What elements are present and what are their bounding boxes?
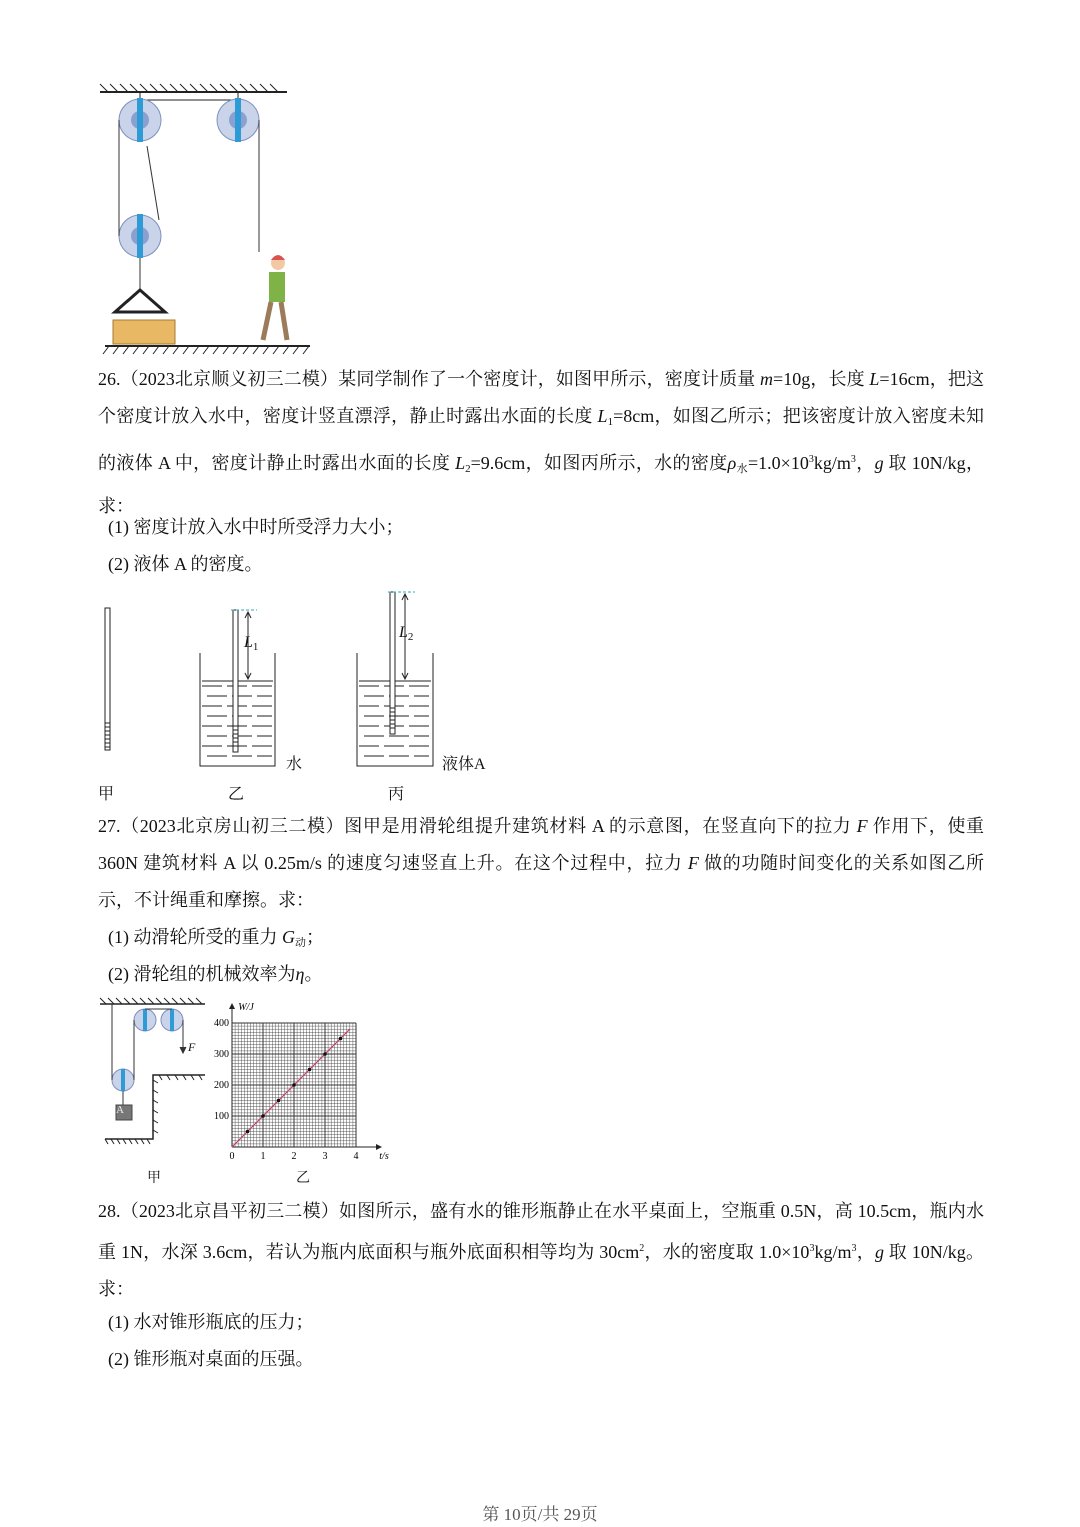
y-tick-label: 300 <box>214 1049 229 1060</box>
superscript: 3 <box>809 1243 815 1254</box>
subscript: 2 <box>465 463 471 475</box>
block-label-a: A <box>116 1104 124 1116</box>
y-axis-arrow <box>229 1003 235 1009</box>
label-liquid-a: 液体A <box>442 756 486 773</box>
text-segment: 。 <box>304 964 323 984</box>
text-segment: kg/m <box>814 1242 852 1262</box>
superscript: 3 <box>850 454 856 465</box>
text-segment: =16cm，把这个密度计放入水中，密度计竖直漂浮，静止时露出水面的长度 <box>98 369 984 426</box>
y-tick-label: 400 <box>214 1018 229 1029</box>
data-point <box>277 1099 281 1103</box>
question-28-part-2: (2) 锥形瓶对桌面的压强。 <box>108 1349 314 1369</box>
variable: g <box>874 1242 884 1262</box>
caption-yi: 乙 <box>228 786 245 803</box>
variable: G <box>282 927 295 947</box>
question-26-part-1: (1) 密度计放入水中时所受浮力大小； <box>108 517 404 537</box>
text-segment: ， <box>856 1242 875 1262</box>
force-label-f: F <box>188 1040 196 1054</box>
superscript: 2 <box>639 1243 645 1254</box>
label-L1-subscript: 1 <box>252 641 259 653</box>
question-27-text <box>98 808 984 919</box>
label-water: 水 <box>286 756 303 773</box>
caption-jia-27: 甲 <box>147 1171 161 1186</box>
data-point <box>308 1068 312 1072</box>
text-segment: 取 10N/kg，求： <box>98 453 985 516</box>
text-segment: 28.（2023北京昌平初三二模）如图所示，盛有水的锥形瓶静止在水平桌面上，空瓶重 0.5N，高 10.5cm，瓶内水重 1N，水深 3.6cm，若认为瓶内底面积与瓶外底面积相等均为 30cm <box>98 1201 984 1262</box>
caption-bing: 丙 <box>388 786 405 803</box>
x-tick-label: 1 <box>260 1151 266 1162</box>
x-tick-label: 0 <box>229 1151 235 1162</box>
variable: m <box>760 369 774 389</box>
label-L2-subscript: 2 <box>407 631 414 643</box>
variable: L <box>869 369 880 389</box>
text-segment: ； <box>306 927 324 947</box>
label-L2: L <box>399 624 408 641</box>
question-26-text <box>98 361 984 525</box>
x-tick-label: 3 <box>322 1151 328 1162</box>
data-point <box>246 1130 250 1134</box>
variable: η <box>295 964 305 984</box>
subscript: 1 <box>607 416 614 428</box>
label-L1: L <box>244 634 253 651</box>
text-segment: 取 10N/kg。求： <box>98 1242 985 1299</box>
work-time-chart <box>200 995 395 1165</box>
variable: g <box>874 453 884 473</box>
text-segment: 27.（2023北京房山初三二模）图甲是用滑轮组提升建筑材料 A 的示意图，在竖直向下的拉力 <box>98 816 857 836</box>
subscript: 动 <box>295 937 306 949</box>
caption-yi-27: 乙 <box>296 1171 310 1186</box>
text-segment: =1.0×10 <box>748 453 809 473</box>
superscript: 3 <box>808 454 814 465</box>
variable: F <box>687 853 699 873</box>
data-point <box>339 1037 343 1041</box>
variable: L <box>455 453 466 473</box>
caption-jia: 甲 <box>98 786 115 803</box>
hydrometer-figures <box>95 588 515 768</box>
text-segment: =9.6cm，如图丙所示，水的密度 <box>470 453 728 473</box>
data-point <box>292 1083 296 1087</box>
text-segment: (2) 滑轮组的机械效率为 <box>108 964 296 984</box>
question-28-text <box>98 1193 984 1308</box>
text-segment: kg/m <box>813 453 851 473</box>
y-axis-label: W/J <box>238 1002 254 1013</box>
variable: L <box>597 406 608 426</box>
subscript: 水 <box>736 463 749 475</box>
data-point <box>323 1052 327 1056</box>
x-axis-label: t/s <box>379 1151 389 1162</box>
text-segment: =10g，长度 <box>773 369 870 389</box>
variable: F <box>856 816 868 836</box>
pulley-system-figure <box>95 995 210 1150</box>
x-tick-label: 2 <box>291 1151 297 1162</box>
question-28-part-1: (1) 水对锥形瓶底的压力； <box>108 1312 314 1332</box>
text-segment: ，水的密度取 1.0×10 <box>644 1242 810 1262</box>
x-axis-arrow <box>376 1144 382 1150</box>
pulley-worker-figure <box>95 80 320 360</box>
x-tick-label: 4 <box>353 1151 359 1162</box>
variable: ρ <box>727 453 737 473</box>
text-segment: (1) 动滑轮所受的重力 <box>108 927 282 947</box>
question-27-part-2 <box>108 956 322 993</box>
y-tick-label: 200 <box>214 1080 229 1091</box>
text-segment: =8cm，如图乙所示；把该密度计放入密度未知的液体 A 中，密度计静止时露出水面的长度 <box>98 406 985 473</box>
superscript: 3 <box>851 1243 857 1254</box>
y-tick-label: 100 <box>214 1111 229 1122</box>
data-point <box>261 1114 265 1118</box>
page-footer: 第 10页/共 29页 <box>482 1505 598 1524</box>
text-segment: 作用下，使重 360N 建筑材料 A 以 0.25m/s 的速度匀速竖直上升。在这个过程中，拉力 <box>98 816 985 873</box>
question-26-part-2: (2) 液体 A 的密度。 <box>108 554 263 574</box>
text-segment: 做的功随时间变化的关系如图乙所示，不计绳重和摩擦。求： <box>98 853 985 910</box>
text-segment: 26.（2023北京顺义初三二模）某同学制作了一个密度计，如图甲所示，密度计质量 <box>98 369 761 389</box>
text-segment: ， <box>855 453 875 473</box>
